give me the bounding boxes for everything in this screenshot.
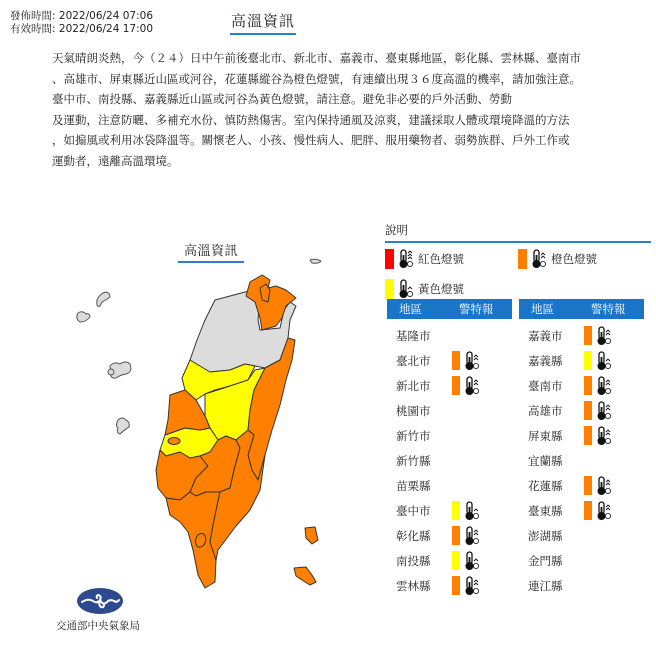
table-row bbox=[387, 373, 512, 398]
region-name: 彰化縣 bbox=[396, 528, 431, 543]
warning-cell bbox=[579, 501, 616, 521]
table-row bbox=[387, 423, 512, 448]
header-region: 地區 bbox=[399, 302, 422, 316]
legend-label: 紅色燈號 bbox=[418, 252, 464, 266]
warning-cell bbox=[579, 476, 616, 496]
description bbox=[52, 48, 612, 171]
warning-tables bbox=[387, 299, 653, 598]
header-region: 地區 bbox=[531, 302, 554, 316]
table-row bbox=[519, 573, 644, 598]
table-row bbox=[519, 523, 644, 548]
region-name: 屏東縣 bbox=[528, 428, 563, 443]
table-row bbox=[387, 323, 512, 348]
region-name: 雲林縣 bbox=[396, 578, 431, 593]
region-name: 金門縣 bbox=[528, 553, 563, 568]
orange-swatch bbox=[584, 401, 592, 420]
region-name: 新北市 bbox=[396, 378, 431, 393]
island-matsu-1 bbox=[97, 292, 110, 306]
agency-name: 交通部中央氣象局 bbox=[56, 620, 140, 632]
orange-swatch bbox=[518, 249, 527, 269]
region-name: 新竹市 bbox=[396, 428, 431, 443]
thermometer-1-icon bbox=[398, 279, 414, 299]
thermometer-icon bbox=[464, 501, 480, 521]
orange-swatch bbox=[452, 351, 460, 370]
region-changhua bbox=[165, 390, 210, 435]
region-name: 花蓮縣 bbox=[528, 478, 563, 493]
warning-cell bbox=[579, 351, 616, 371]
island-northeast bbox=[310, 259, 321, 263]
region-chiayi-city bbox=[168, 438, 180, 445]
island-orchid bbox=[294, 567, 316, 585]
cwb-logo-icon bbox=[76, 587, 124, 615]
issue-time-label: 發佈時間: bbox=[10, 10, 56, 22]
map-title: 高溫資訊 bbox=[178, 240, 244, 263]
thermometer-icon bbox=[464, 551, 480, 571]
island-penghu bbox=[117, 418, 130, 434]
table-row bbox=[519, 473, 644, 498]
table-row bbox=[387, 573, 512, 598]
thermometer-icon bbox=[596, 426, 612, 446]
description-line: 運動者，遠離高溫環境。 bbox=[52, 153, 179, 168]
table-row bbox=[387, 473, 512, 498]
table-row bbox=[519, 548, 644, 573]
table-body bbox=[387, 323, 512, 598]
yellow-swatch bbox=[385, 279, 394, 299]
thermometer-2-icon bbox=[531, 249, 547, 269]
red-swatch bbox=[385, 249, 394, 269]
timestamps bbox=[10, 10, 153, 36]
valid-time bbox=[10, 23, 153, 36]
thermometer-icon bbox=[596, 376, 612, 396]
map-graphic bbox=[40, 230, 360, 640]
table-row bbox=[519, 448, 644, 473]
region-name: 臺東縣 bbox=[528, 503, 563, 518]
warning-cell bbox=[447, 351, 484, 371]
warning-cell bbox=[447, 576, 484, 596]
table-header bbox=[387, 299, 512, 319]
yellow-swatch bbox=[452, 501, 460, 520]
issue-time-value: 2022/06/24 07:06 bbox=[58, 10, 154, 22]
region-name: 基隆市 bbox=[396, 328, 431, 343]
region-name: 嘉義縣 bbox=[528, 353, 563, 368]
table-row bbox=[519, 423, 644, 448]
orange-swatch bbox=[584, 501, 592, 520]
warning-cell bbox=[447, 376, 484, 396]
warning-cell bbox=[447, 526, 484, 546]
header-warning: 警特報 bbox=[459, 302, 494, 316]
region-name: 臺南市 bbox=[528, 378, 563, 393]
warning-cell bbox=[579, 376, 616, 396]
island-kinmen-small bbox=[108, 369, 114, 375]
island-green bbox=[305, 527, 318, 544]
region-name: 宜蘭縣 bbox=[528, 453, 563, 468]
thermometer-icon bbox=[596, 401, 612, 421]
legend-title: 說明 bbox=[385, 222, 651, 243]
thermometer-icon bbox=[464, 351, 480, 371]
region-name: 澎湖縣 bbox=[528, 528, 563, 543]
thermometer-icon bbox=[596, 326, 612, 346]
table-row bbox=[387, 523, 512, 548]
table-row bbox=[519, 323, 644, 348]
region-name: 桃園市 bbox=[396, 403, 431, 418]
thermometer-3-icon bbox=[398, 249, 414, 269]
legend-orange bbox=[518, 249, 651, 269]
table-row bbox=[519, 373, 644, 398]
table-row bbox=[519, 398, 644, 423]
table-row bbox=[387, 398, 512, 423]
legend-label: 黃色燈號 bbox=[418, 282, 464, 296]
orange-swatch bbox=[584, 376, 592, 395]
warning-cell bbox=[579, 326, 616, 346]
table-row bbox=[387, 498, 512, 523]
warning-cell bbox=[447, 551, 484, 571]
orange-swatch bbox=[452, 576, 460, 595]
thermometer-icon bbox=[596, 351, 612, 371]
taiwan-map bbox=[40, 230, 360, 640]
issue-time bbox=[10, 10, 153, 23]
description-line: 臺中市、南投縣、嘉義縣近山區或河谷為黃色燈號，請注意。避免非必要的戶外活動、勞動 bbox=[52, 92, 512, 106]
region-name: 苗栗縣 bbox=[396, 478, 431, 493]
thermometer-icon bbox=[464, 376, 480, 396]
orange-swatch bbox=[584, 426, 592, 445]
legend-yellow bbox=[385, 279, 520, 299]
valid-time-label: 有效時間: bbox=[10, 23, 56, 35]
table-row bbox=[387, 548, 512, 573]
legend bbox=[385, 222, 651, 303]
thermometer-icon bbox=[464, 576, 480, 596]
warning-cell bbox=[447, 501, 484, 521]
valid-time-value: 2022/06/24 17:00 bbox=[58, 23, 154, 35]
region-name: 臺中市 bbox=[396, 503, 431, 518]
region-name: 高雄市 bbox=[528, 403, 563, 418]
table-row bbox=[519, 348, 644, 373]
region-name: 連江縣 bbox=[528, 578, 563, 593]
legend-row bbox=[385, 245, 651, 273]
orange-swatch bbox=[584, 326, 592, 345]
orange-swatch bbox=[584, 476, 592, 495]
region-name: 新竹縣 bbox=[396, 453, 431, 468]
orange-swatch bbox=[452, 526, 460, 545]
table-body bbox=[519, 323, 644, 598]
table-right bbox=[519, 299, 644, 598]
table-left bbox=[387, 299, 512, 598]
table-row bbox=[387, 448, 512, 473]
header-warning: 警特報 bbox=[591, 302, 626, 316]
thermometer-icon bbox=[464, 526, 480, 546]
region-name: 南投縣 bbox=[396, 553, 431, 568]
description-line: 天氣晴朗炎熱，今（２４）日中午前後臺北市、新北市、嘉義市、臺東縣地區，彰化縣、雲林縣、臺南市 bbox=[52, 51, 581, 65]
island-matsu-2 bbox=[77, 312, 90, 322]
warning-cell bbox=[579, 426, 616, 446]
page-title: 高溫資訊 bbox=[230, 10, 296, 35]
description-line: ，如搧風或利用冰袋降溫等。關懷老人、小孩、慢性病人、肥胖、服用藥物者、弱勢族群、戶外工作或 bbox=[52, 133, 570, 147]
thermometer-icon bbox=[596, 476, 612, 496]
table-row bbox=[387, 348, 512, 373]
yellow-swatch bbox=[584, 351, 592, 370]
warning-cell bbox=[579, 401, 616, 421]
yellow-swatch bbox=[452, 551, 460, 570]
thermometer-icon bbox=[596, 501, 612, 521]
orange-swatch bbox=[452, 376, 460, 395]
description-line: 及運動，注意防曬、多補充水份、慎防熱傷害。室內保持通風及涼爽，建議採取人體或環境降溫的方法 bbox=[52, 112, 570, 127]
region-name: 嘉義市 bbox=[528, 328, 563, 343]
table-header bbox=[519, 299, 644, 319]
region-name: 臺北市 bbox=[396, 353, 431, 368]
legend-label: 橙色燈號 bbox=[551, 252, 597, 266]
description-line: 、高雄市、屏東縣近山區或河谷，花蓮縣縱谷為橙色燈號，有連續出現３６度高溫的機率，請加強注意。 bbox=[52, 71, 581, 86]
table-row bbox=[519, 498, 644, 523]
legend-red bbox=[385, 249, 518, 269]
